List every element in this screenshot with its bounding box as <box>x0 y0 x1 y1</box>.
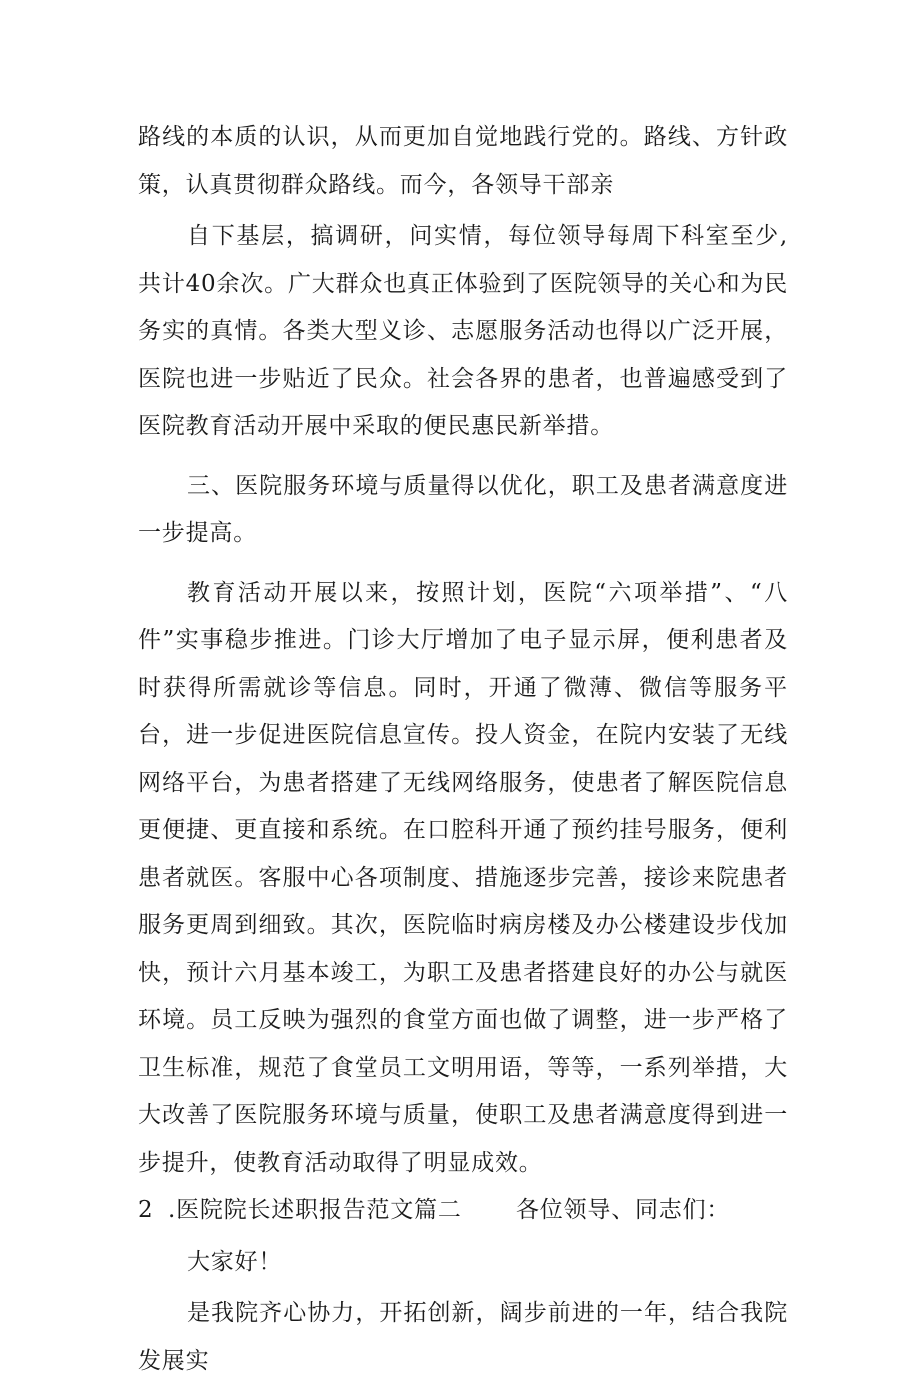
article-two-heading <box>138 1187 788 1235</box>
paragraph-hello: 大家好！ <box>187 1248 283 1275</box>
paragraph-service-improvements: 教育活动开展以来，按照计划，医院“六项举措”、“八件”实事稳步推进。门诊大厅增加了电子显示屏，便利患者及时获得所需就诊等信息。同时，开通了微薄、微信等服务平台，进一步促进医院信息宣传。投人资金，在院内安装了无线网络平台，为患者搭建了无线网络服务，使患者了解医院信息更便捷、更直接和系统。在口腔科开通了预约挂号服务，便利患者就医。客服中心各项制度、措施逐步完善，接诊来院患者服务更周到细致。其次，医院临时病房楼及办公楼建设步伐加快，预计六月基本竣工，为职工及患者搭建良好的办公与就医环境。员工反映为强烈的食堂方面也做了调整，进一步严格了卫生标准，规范了食堂员工文明用语，等等，一系列举措，大大改善了医院服务环境与质量，使职工及患者满意度得到进一步提升，使教育活动取得了明显成效。 <box>138 579 788 1176</box>
article-two-number: 2 <box>138 1197 154 1223</box>
section-three-heading: 三、医院服务环境与质量得以优化，职工及患者满意度进一步提高。 <box>138 472 788 546</box>
document-body <box>138 114 788 1385</box>
paragraph-year-summary: 是我院齐心协力，开拓创新，阔步前进的一年，结合我院发展实 <box>138 1300 788 1374</box>
article-two-title: .医院院长述职报告范文篇二 <box>168 1197 462 1223</box>
article-two-greeting: 各位领导、同志们： <box>516 1197 731 1223</box>
paragraph-continuation: 路线的本质的认识，从而更加自觉地践行党的。路线、方针政策，认真贯彻群众路线。而今，各领导干部亲 <box>138 124 788 198</box>
paragraph-grassroots-visits: 自下基层，搞调研，问实情，每位领导每周下科室至少,共计40余次。广大群众也真正体验到了医院领导的关心和为民务实的真情。各类大型义诊、志愿服务活动也得以广泛开展，医院也进一步贴近了民众。社会各界的患者，也普遍感受到了医院教育活动开展中采取的便民惠民新举措。 <box>138 223 788 439</box>
